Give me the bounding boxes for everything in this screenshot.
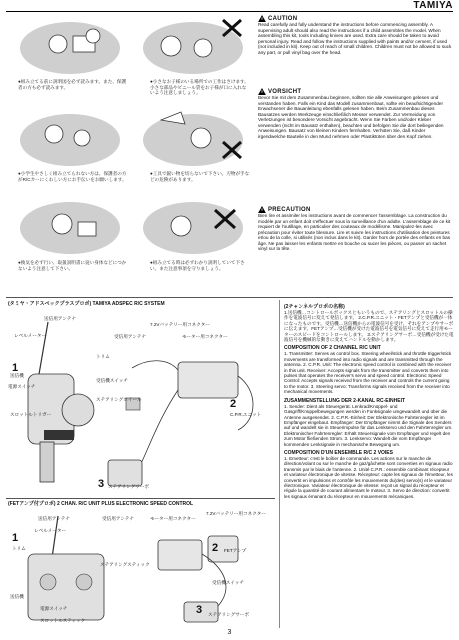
- number-3: 3: [98, 478, 105, 490]
- illustration-reading-instructions: [18, 14, 122, 76]
- caption-jp-2: ●小さなお子様のいる場所での工作はさけます。小さな部品やビニール袋をお子様が口に入れないよう注意しましょう。: [150, 79, 249, 96]
- label-fet-level-meter: レベルメーター: [34, 528, 67, 533]
- caution-text: Read carefully and fully understand the instructions before commencing assembly. A supervising adult should also read the instructions if a child assembles the model. When assembling this kit, tools including knives are used. Extra care should be taken to avoid personal injury. Read and follow the instructions supplied with paints and/or cement, if used (not included in kit). Keep out of reach of small children. Children must not be allowed to suck any part, or pull vinyl bag over the head.: [258, 22, 452, 55]
- precaution-block: [258, 206, 454, 252]
- subsection-divider: [6, 498, 275, 499]
- label-fet-steering-servo: ステアリングサーボ: [208, 612, 249, 617]
- fet-title: (FETアンプ付プロポ) 2 CHAN. R/C UNIT PLUS ELECTRONIC SPEED CONTROL: [8, 501, 194, 507]
- jp-composition-title: (2チャンネルプロポの名称): [284, 304, 345, 310]
- illustration-adult-help: [18, 106, 122, 168]
- illustration-plastic-bag: [141, 196, 245, 258]
- label-fet-trim: トリム: [12, 546, 26, 551]
- caption-jp-3: ●小学生やさしく組み立てられない方は、保護者の方がR/Cカーにくわしい方にお手伝いをお願いします。: [18, 171, 127, 182]
- warning-icon: [258, 15, 266, 22]
- de-composition-title: ZUSAMMENSTELLUNG DER 2-KANAL RC-EINHEIT: [284, 397, 406, 404]
- label-fet-power-switch: 電源スイッチ: [40, 606, 68, 611]
- section-divider: [6, 297, 453, 298]
- label-cpr-unit: C.P.R.ユニット: [230, 412, 262, 417]
- label-steering-servo: ステアリングサーボ: [108, 484, 149, 489]
- label-power-switch: 電源スイッチ: [8, 384, 36, 389]
- label-fet-amp: FETアンプ: [224, 548, 247, 553]
- adspec-title: (タミヤ・アドスペックプラスプロポ) TAMIYA ADSPEC R/C SYSTEM: [8, 301, 165, 307]
- de-composition-text: 1. Sender: Dient als Steuergerät. Lenkrad/Knüppel- und Gasgriff/Knüppelbewegungen werden in Funksignale umgewandelt und über die Antenne ausgesendet. 2. C.P.R.-Einheit: Der Elektronische Fahrtenregler ist im Empfänger eingebaut. Empfänger: Der Empfänger nimmt die Signale des Senders auf und wandelt sie in Steuerimpulse für das Lenkservo und den Fahrtenregler um. Elektronischer Fahrtenregler: Erhält Steuersignale vom Empfänger und regelt den zum Motor fließenden Strom. 3. Lenkservo: Wandelt die vom Empfänger kommenden Lenksignale in mechanische Bewegung um.: [284, 403, 453, 447]
- label-fet-tx-antenna: 送信用アンテナ: [38, 516, 70, 521]
- label-transmitter: 送信機: [10, 373, 24, 378]
- number-fet-2: 2: [212, 542, 219, 554]
- illustration-small-children: [141, 14, 245, 76]
- illustration-ventilation: [18, 196, 122, 258]
- label-throttle-trigger: スロットルトリガー: [10, 412, 52, 417]
- fr-composition-text: 1. Emetteur: c'est le boîtier de commande. Les actions sur le manche de direction/volant ou sur le manche de gaz/gâchette sont converties en signaux radio transmis par le biais de l'antenne. 2. Unité C.P.R.: ensemble combinant récepteur et variateur électronique de vitesse. Récepteur: capte les signaux de l'émetteur, les convertit en impulsions et contrôle les mouvements du(des) servo(s) et le variateur électronique. Variateur électronique de vitesse: reçoit un signal du récepteur et régule la quantité de courant alimentant le moteur. 3. Servo de direction: convertit les signaux émanant du récepteur en mouvements mécaniques.: [284, 455, 453, 499]
- label-fet-throttle-stick: スロットルスティック: [40, 618, 86, 623]
- column-divider: [279, 300, 280, 628]
- en-composition-text: 1. Transmitter: Serves as control box. Steering wheel/stick and throttle trigger/stick movements are transformed into radio signals and are transmitted through the antenna. 2. C.P.R. Unit: The electronic speed control is combined with the receiver in this unit. Receiver: Accepts signals from the transmitter and converts them into pulses that operates the receiver's servo and speed control. Electronic Speed Control: Accepts signals received from the receiver and controls the current going to the motor. 3. Steering servo: Transforms signals received from the receiver into mechanical movements.: [284, 351, 452, 395]
- label-fet-steering-stick: ステアリングスティック: [100, 562, 150, 567]
- label-rx-antenna: 受信用アンテナ: [114, 334, 146, 339]
- warning-icon: [258, 206, 266, 213]
- warning-icon: [258, 88, 266, 95]
- caption-jp-5: ●換気を必ず行い、取扱説明書に従い身体などにつかないよう注意して下さい。: [18, 260, 127, 271]
- label-fet-rx-antenna: 受信用アンテナ: [102, 516, 134, 521]
- label-motor-connector: モーター用コネクター: [182, 334, 228, 339]
- precaution-title: PRECAUTION: [267, 207, 311, 214]
- label-fet-transmitter: 送信機: [10, 594, 24, 599]
- label-rx-switch: 受信機スイッチ: [96, 378, 128, 383]
- number-2: 2: [230, 398, 237, 410]
- composition-text: [284, 300, 454, 499]
- jp-composition-text: 1.送信機…コントロールボックスともいうもので、ステアリングとスロットルの操作を電波信号に変えて発信します。 2.C.P.R.ユニット・FETアンプと受信機が一体になったものです。受信機…送信機からの電波信号を受け、それをアンプやサーボに伝えます。FETアンプ…受信機が受けた電波信号を電気信号に変えて走行用モーターのスピードをコントロールします。 3.ステアリングサーボ…受信機が受けた電波信号を機械的な動きに変えてハンドルを動かします。: [284, 310, 454, 343]
- caption-jp-1: ●組み立てる前に説明図を必ず読みます。また、保護者の方も必ず読みます。: [18, 79, 127, 90]
- caution-block: [258, 15, 454, 55]
- label-fet-rx-switch: 受信機スイッチ: [212, 580, 244, 585]
- label-fet-battery-connector: 7.2Vバッテリー用コネクター: [206, 511, 266, 516]
- vorsicht-block: [258, 88, 454, 139]
- label-tx-antenna: 送信用アンテナ: [44, 316, 76, 321]
- label-steering-wheel: ステアリングホイール: [96, 397, 142, 402]
- en-composition-title: COMPOSITION OF 2 CHANNEL R/C UNIT: [284, 345, 381, 352]
- fr-composition-title: COMPOSITION D'UN ENSEMBLE R/C 2 VOIES: [284, 449, 393, 456]
- number-fet-1: 1: [12, 532, 19, 544]
- header-rule: [6, 11, 453, 12]
- label-fet-motor-connector: モーター用コネクター: [150, 516, 196, 521]
- illustration-cutting-tool: [141, 106, 245, 168]
- label-level-meter: レベルメーター: [14, 333, 47, 338]
- brand-logo: TAMIYA: [413, 0, 453, 11]
- label-trim: トリム: [96, 354, 110, 359]
- vorsicht-title: VORSICHT: [267, 89, 302, 96]
- vorsicht-text: Bevor Sie mit dem Zusammenbau beginnen, sollten Sie alle Anweisungen gelesen und verstanden haben. Falls ein Kind das Modell zusammenbaut, sollte ein beaufsichtigender Erwachsener die Bauanleitung ebenfalls gelesen haben. Beim Zusammenbau dieses Bausatzes werden Werkzeuge einschließlich Messer verwendet. Zur Vermeidung von Verletzungen ist besondere Vorsicht angebracht. Wenn Sie Farben und/oder Kleber verwenden (nicht im Bausatz enthalten), beachten und befolgen Sie die dort beiliegenden Anweisungen. Bausatz von kleinen Kindern fernhalten. Verhüten Sie, daß Kinder irgendwelche Bauteile in den Mund nehmen oder Plastiktüten über den Kopf ziehen.: [258, 95, 444, 139]
- caution-title: CAUTION: [267, 16, 298, 23]
- label-battery-connector: 7.2Vバッテリー用コネクター: [150, 322, 210, 327]
- page-number: 3: [227, 629, 232, 636]
- caption-jp-6: ●組み立てる時は必ずわかり説明していて下さい。また注意事項を守りましょう。: [150, 260, 245, 271]
- precaution-text: Bien lire et assimiler les instructions avant de commencer l'assemblage. La construction du modèle par un enfant doit s'effectuer sous la surveillance d'un adulte. L'assemblage de ce kit requiert de l'outillage, en particulier des couteaux de modélisme. Manipulez-les avec précaution pour éviter toute blessure. Lire et suivre les instructions d'utilisation des peintures et/ou de la colle, si utilisés (non inclus dans le kit). Garder hors de portée des enfants en bas âge. Ne pas laisser les enfants mettre en bouche ou sucer les pièces, ou passer un sachet vinyl sur la tête.: [258, 213, 451, 252]
- number-fet-3: 3: [196, 604, 203, 616]
- number-1: 1: [12, 362, 19, 374]
- caption-jp-4: ●工具で鋭い物を切らないで下さい。刃物が手などの危険があります。: [150, 171, 250, 182]
